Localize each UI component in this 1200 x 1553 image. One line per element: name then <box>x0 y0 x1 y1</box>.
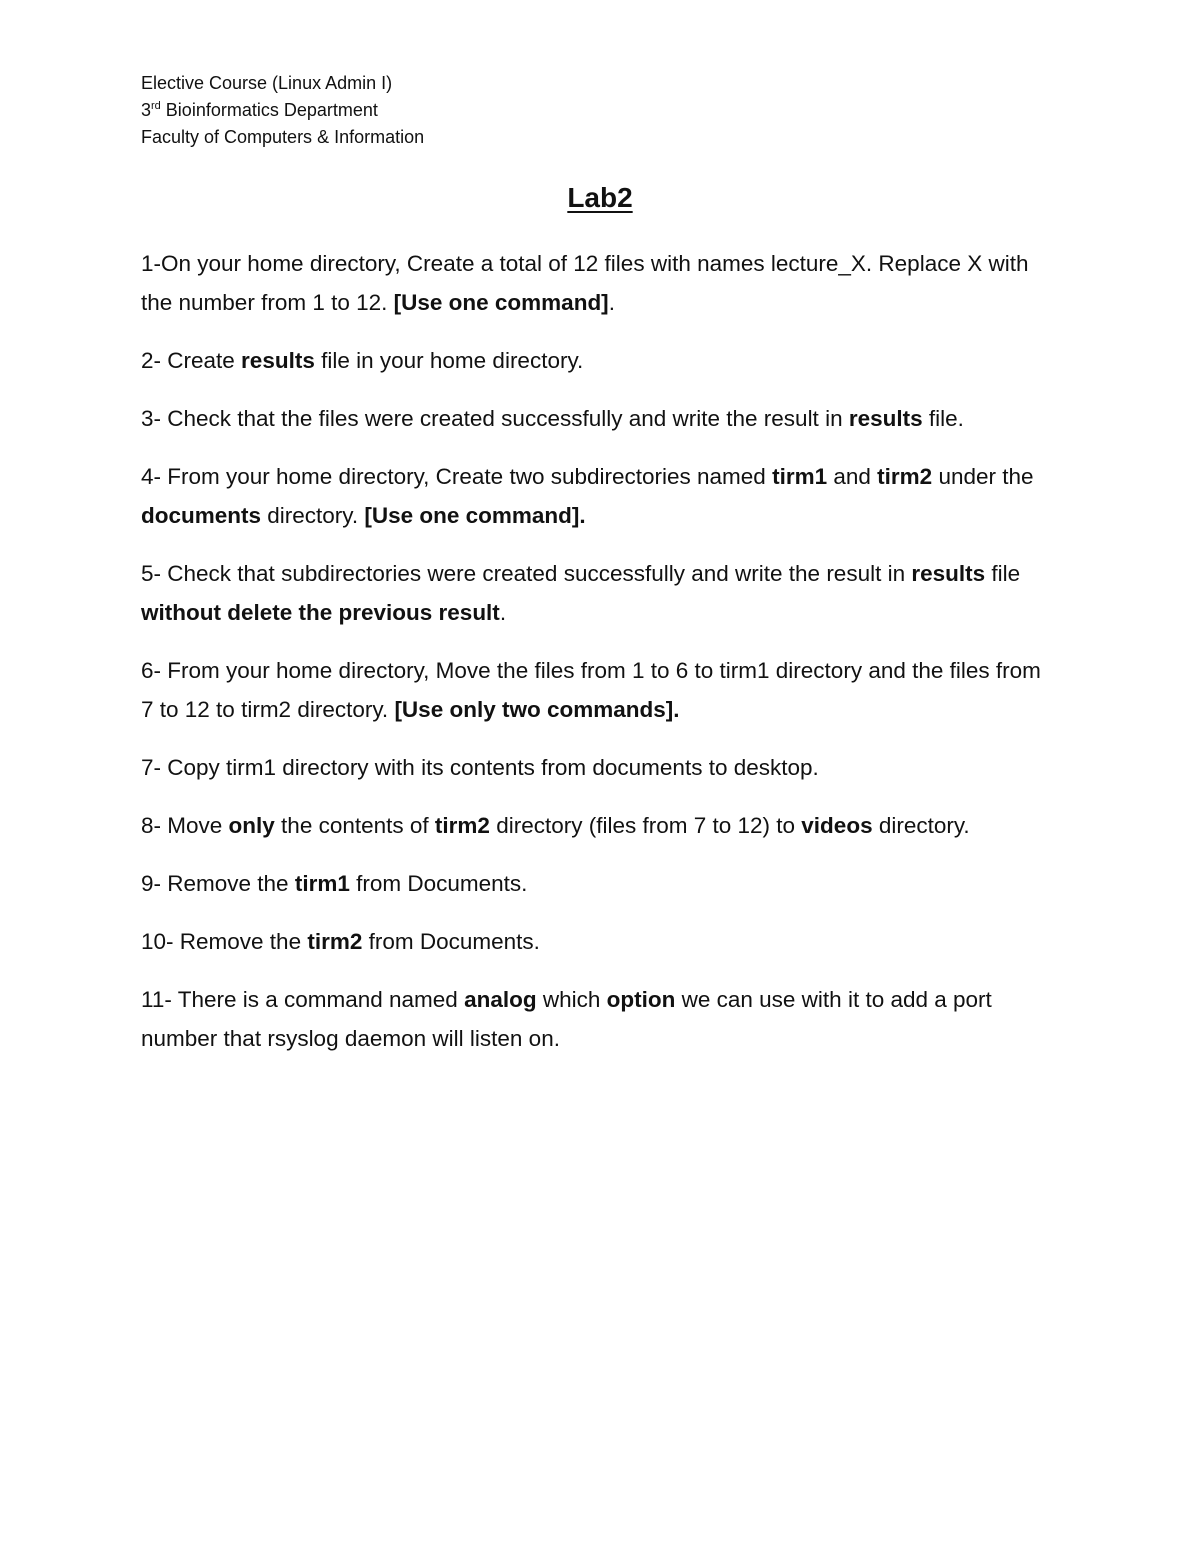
task-item-9: 9- Remove the tirm1 from Documents. <box>141 871 528 896</box>
header-faculty-line: Faculty of Computers & Information <box>141 127 425 147</box>
header-course-line: Elective Course (Linux Admin I) <box>141 73 393 93</box>
task-item-5: 5- Check that subdirectories were created successfully and write the result in results file without delete the previous result. <box>141 561 1021 625</box>
header-department-line: 3rd Bioinformatics Department <box>141 100 378 120</box>
task-item-7: 7- Copy tirm1 directory with its contents from documents to desktop. <box>141 755 819 780</box>
task-item-2: 2- Create results file in your home directory. <box>141 348 584 373</box>
task-item-1: 1-On your home directory, Create a total of 12 files with names lecture_X. Replace X with the number from 1 to 12. [Use one command]. <box>141 251 1029 315</box>
task-item-4: 4- From your home directory, Create two subdirectories named tirm1 and tirm2 under the documents directory. [Use one command]. <box>141 464 1034 528</box>
task-item-10: 10- Remove the tirm2 from Documents. <box>141 929 540 954</box>
task-item-6: 6- From your home directory, Move the files from 1 to 6 to tirm1 directory and the files from 7 to 12 to tirm2 directory. [Use only two commands]. <box>141 658 1041 722</box>
course-header <box>141 70 424 151</box>
page-title: Lab2 <box>567 182 633 213</box>
task-item-11: 11- There is a command named analog which option we can use with it to add a port number that rsyslog daemon will listen on. <box>141 987 992 1051</box>
task-item-3: 3- Check that the files were created successfully and write the result in results file. <box>141 406 964 431</box>
task-item-8: 8- Move only the contents of tirm2 directory (files from 7 to 12) to videos directory. <box>141 813 970 838</box>
task-list <box>141 244 1051 1077</box>
